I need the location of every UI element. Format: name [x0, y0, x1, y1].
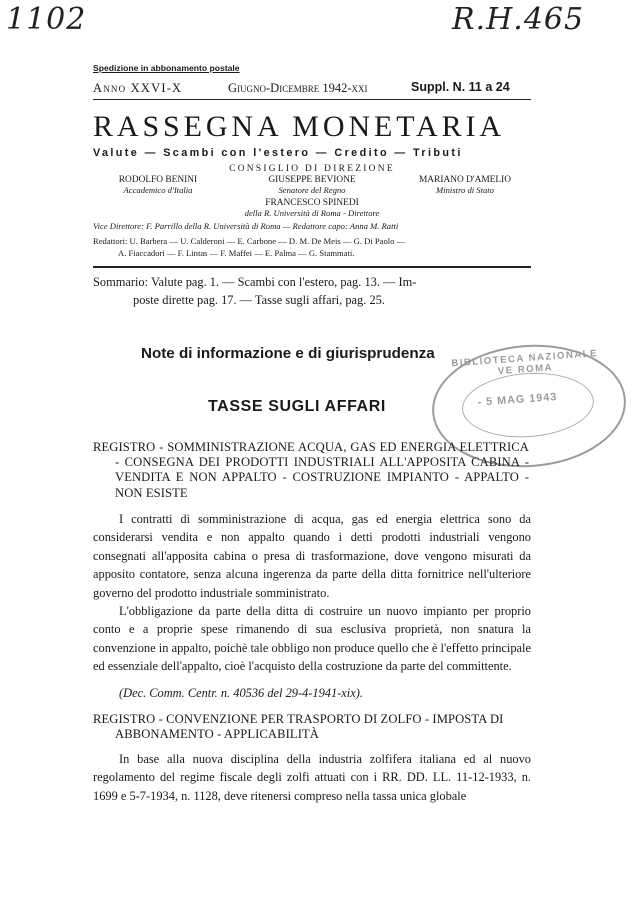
issue-supplement: Suppl. N. 11 a 24	[411, 80, 510, 94]
journal-subtitle: Valute — Scambi con l'estero — Credito — Tributi	[93, 147, 463, 159]
article-1-body	[93, 510, 531, 702]
masthead-top-rule	[93, 99, 531, 100]
journal-title: RASSEGNA MONETARIA	[93, 110, 505, 143]
stamp-text: BIBLIOTECA NAZIONALE VE ROMA	[451, 348, 599, 378]
article-2-body	[93, 750, 531, 805]
issue-year: Anno XXVI-X	[93, 81, 183, 95]
handwritten-page-number: 1102	[6, 2, 87, 37]
director-2-role: Senatore del Regno	[278, 185, 346, 195]
director-2	[247, 175, 377, 195]
director-3	[400, 175, 530, 195]
board-heading: CONSIGLIO DI DIREZIONE	[229, 164, 395, 174]
editors-line-1: Redattori: U. Barbera — U. Calderoni — E. Carbone — D. M. De Meis — G. Di Paolo —	[93, 236, 406, 246]
article-2-heading: REGISTRO - CONVENZIONE PER TRASPORTO DI ZOLFO - IMPOSTA DI ABBONAMENTO - APPLICABILITÀ	[93, 712, 504, 742]
issue-period: Giugno-Dicembre 1942-xxi	[228, 81, 368, 95]
editors-line-2: A. Fiaccadori — F. Lintas — F. Maffei — E. Palma — G. Stammati.	[118, 248, 355, 258]
director-1	[93, 175, 223, 195]
director-4-name: FRANCESCO SPINEDI	[265, 198, 359, 208]
vice-director-line: Vice Direttore: F. Parrillo della R. Università di Roma — Redattore capo: Anna M. Ratti	[93, 221, 399, 231]
subsection-title: TASSE SUGLI AFFARI	[208, 398, 386, 415]
article-2-paragraph-1: In base alla nuova disciplina della industria zolfifera italiana ed al nuovo regolamento del regime fiscale degli zolfi attuati con i RR. DD. LL. 11-12-1933, n. 1699 e 5-7-1934, n. 1128, deve ritenersi compreso nella tassa unica globale	[93, 752, 531, 803]
director-3-role: Ministro di Stato	[436, 185, 494, 195]
summary-line-1: Sommario: Valute pag. 1. — Scambi con l'estero, pag. 13. — Im-	[93, 275, 417, 289]
summary	[93, 274, 531, 309]
director-1-name: RODOLFO BENINI	[118, 175, 198, 185]
stamp-date: - 5 MAG 1943	[477, 391, 558, 409]
director-3-name: MARIANO D'AMELIO	[418, 175, 512, 185]
shipping-note: Spedizione in abbonamento postale	[93, 63, 240, 73]
director-4	[93, 198, 531, 218]
director-2-name: GIUSEPPE BEVIONE	[268, 175, 356, 185]
article-1-heading: REGISTRO - SOMMINISTRAZIONE ACQUA, GAS ED ENERGIA ELETTRICA - CONSEGNA DEI PRODOTTI INDUSTRIALI ALL'APPOSITA CABINA - VENDITA E NON APPALTO - COSTRUZIONE IMPIANTO - APPALTO - NON ESISTE	[93, 440, 529, 500]
summary-line-2: poste dirette pag. 17. — Tasse sugli affari, pag. 25.	[133, 292, 385, 307]
director-1-role: Accademico d'Italia	[123, 185, 193, 195]
handwritten-catalog-code: R.H.465	[452, 2, 585, 37]
director-4-role: della R. Università di Roma - Direttore	[244, 208, 380, 218]
masthead-bottom-rule	[93, 266, 531, 268]
article-1-paragraph-1: I contratti di somministrazione di acqua, gas ed energia elettrica sono da considerarsi vendita e non appalto quando i detti prodotti industriali vengono consegnati all'apposita cabina o presa di trasformazione, dove vengono misurati da apposito contatore, senza alcuna ingerenza da parte della ditta fornitrice nell'ulteriore governo del prodotto industriale somministrato.	[93, 512, 531, 600]
article-1-citation: (Dec. Comm. Centr. n. 40536 del 29-4-1941-xix).	[119, 685, 363, 700]
article-1-paragraph-2: L'obbligazione da parte della ditta di costruire un nuovo impianto per proprio conto e a proprie spese rimanendo di sua esclusiva proprietà, non snatura la convenzione in appalto, poichè tale obbligo non produce quello che è l'effetto principale ed essenziale dell'appalto, cioè l'acquisto della costruzione da parte del committente.	[93, 604, 531, 674]
section-title: Note di informazione e di giurisprudenza	[141, 345, 435, 362]
